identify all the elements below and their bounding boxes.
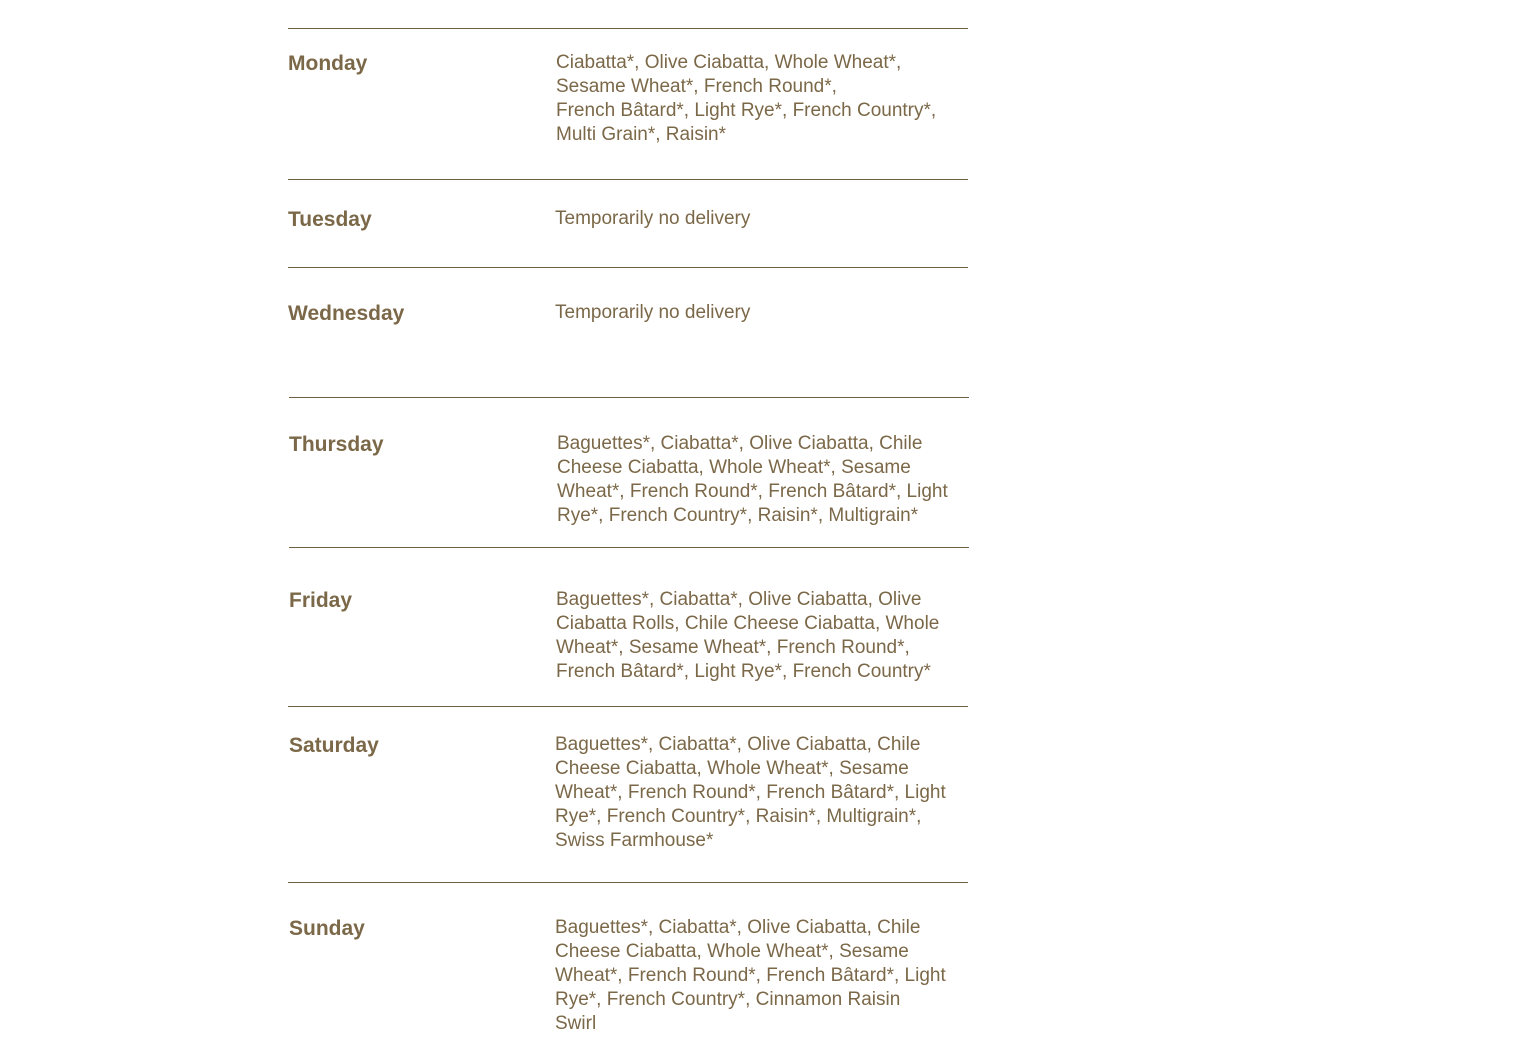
day-label-monday: Monday bbox=[288, 52, 368, 75]
bread-list-line: Rye*, French Country*, Cinnamon Raisin bbox=[555, 989, 901, 1010]
delivery-status: Temporarily no delivery bbox=[555, 302, 751, 323]
divider bbox=[288, 179, 968, 180]
divider bbox=[288, 267, 968, 268]
bread-list-friday bbox=[556, 588, 976, 684]
divider bbox=[289, 397, 969, 398]
bread-list-line: Ciabatta*, Olive Ciabatta, Whole Wheat*, bbox=[556, 52, 902, 73]
bread-list-thursday bbox=[557, 432, 977, 528]
bread-list-line: Wheat*, French Round*, French Bâtard*, Light bbox=[557, 481, 948, 502]
delivery-status: Temporarily no delivery bbox=[555, 208, 751, 229]
bread-list-line: Cheese Ciabatta, Whole Wheat*, Sesame bbox=[557, 457, 911, 478]
bread-list-line: Baguettes*, Ciabatta*, Olive Ciabatta, Chile bbox=[555, 734, 921, 755]
bread-list-line: Baguettes*, Ciabatta*, Olive Ciabatta, Chile bbox=[557, 433, 923, 454]
bread-list-tuesday bbox=[555, 207, 975, 231]
day-label-saturday: Saturday bbox=[289, 734, 379, 757]
bread-list-line: Baguettes*, Ciabatta*, Olive Ciabatta, Olive bbox=[556, 589, 922, 610]
bread-list-line: Wheat*, French Round*, French Bâtard*, Light bbox=[555, 965, 946, 986]
divider bbox=[288, 706, 968, 707]
bread-list-line: Wheat*, Sesame Wheat*, French Round*, bbox=[556, 637, 910, 658]
bread-list-line: Wheat*, French Round*, French Bâtard*, Light bbox=[555, 782, 946, 803]
bread-list-line: Cheese Ciabatta, Whole Wheat*, Sesame bbox=[555, 758, 909, 779]
bread-list-line: French Bâtard*, Light Rye*, French Country*, bbox=[556, 100, 937, 121]
bread-list-line: Swiss Farmhouse* bbox=[555, 830, 714, 851]
bread-list-line: Ciabatta Rolls, Chile Cheese Ciabatta, Whole bbox=[556, 613, 940, 634]
bread-list-line: Rye*, French Country*, Raisin*, Multigrain*, bbox=[555, 806, 922, 827]
day-label-tuesday: Tuesday bbox=[288, 208, 372, 231]
bread-list-line: French Bâtard*, Light Rye*, French Country* bbox=[556, 661, 931, 682]
bread-list-line: Rye*, French Country*, Raisin*, Multigrain* bbox=[557, 505, 919, 526]
divider bbox=[289, 547, 969, 548]
bread-list-line: Swirl bbox=[555, 1013, 597, 1034]
day-label-wednesday: Wednesday bbox=[288, 302, 405, 325]
bread-list-line: Cheese Ciabatta, Whole Wheat*, Sesame bbox=[555, 941, 909, 962]
bread-list-sunday bbox=[555, 916, 975, 1036]
bread-list-wednesday bbox=[555, 301, 975, 325]
bread-list-monday bbox=[556, 51, 976, 147]
bread-list-saturday bbox=[555, 733, 975, 853]
divider bbox=[288, 28, 968, 29]
bread-list-line: Baguettes*, Ciabatta*, Olive Ciabatta, Chile bbox=[555, 917, 921, 938]
bread-list-line: Multi Grain*, Raisin* bbox=[556, 124, 726, 145]
day-label-thursday: Thursday bbox=[289, 433, 384, 456]
divider bbox=[288, 882, 968, 883]
day-label-friday: Friday bbox=[289, 589, 353, 612]
day-label-sunday: Sunday bbox=[289, 917, 365, 940]
bread-list-line: Sesame Wheat*, French Round*, bbox=[556, 76, 837, 97]
